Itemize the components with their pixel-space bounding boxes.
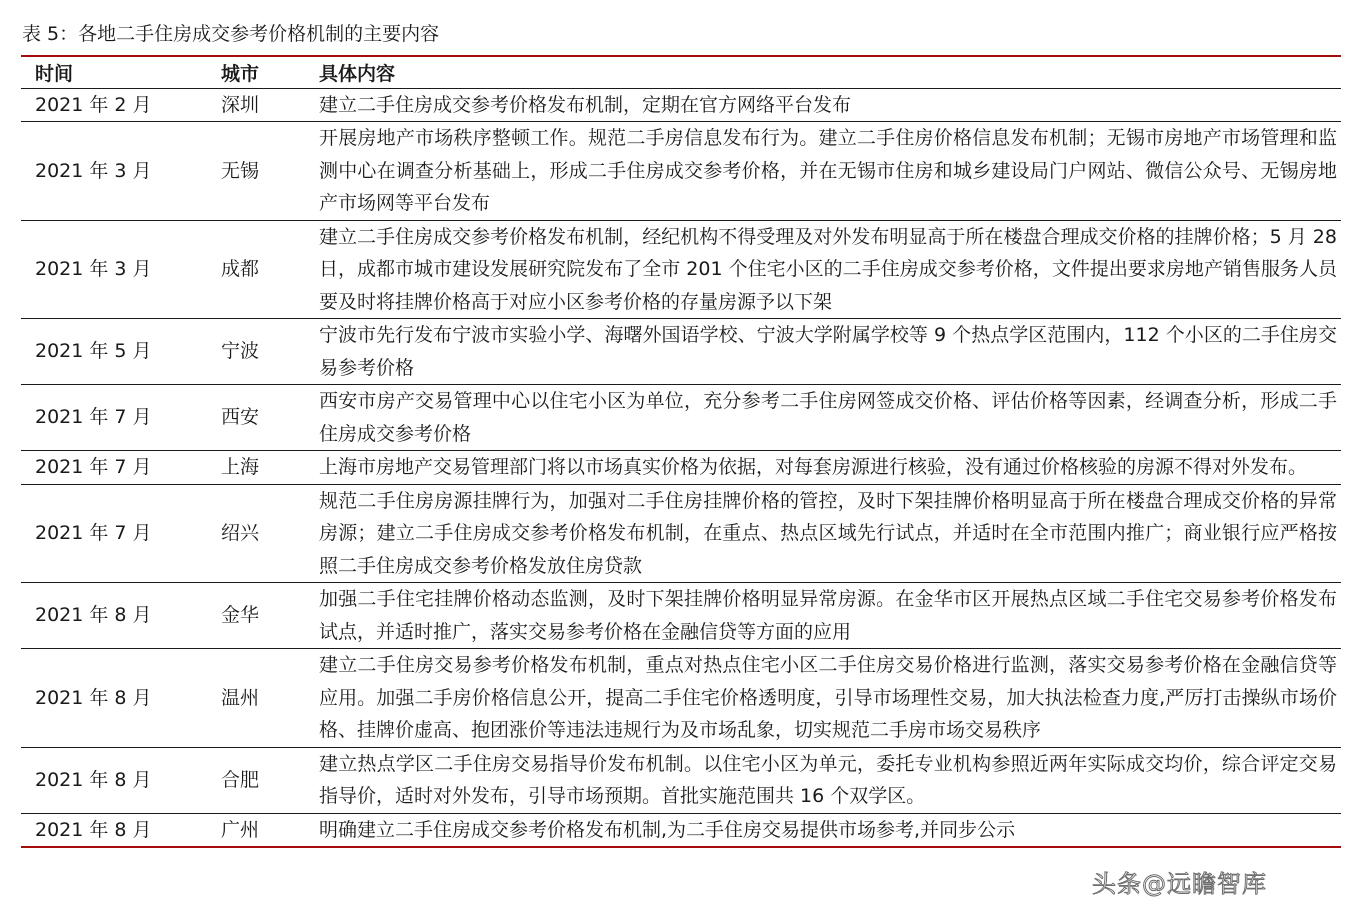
row-content: 明确建立二手住房成交参考价格发布机制,为二手住房交易提供市场参考,并同步公示 [319,813,1341,847]
row-content: 建立热点学区二手住房交易指导价发布机制。以住宅小区为单元，委托专业机构参照近两年实际成交均价，综合评定交易指导价，适时对外发布，引导市场预期。首批实施范围共 16 个双学区。 [319,747,1341,813]
row-content: 规范二手住房房源挂牌行为，加强对二手住房挂牌价格的管控，及时下架挂牌价格明显高于所在楼盘合理成交价格的异常房源；建立二手住房成交参考价格发布机制，在重点、热点区域先行试点，并适时在全市范围内推广；商业银行应严格按照二手住房成交参考价格发放住房贷款 [319,484,1341,583]
row-content: 宁波市先行发布宁波市实验小学、海曙外国语学校、宁波大学附属学校等 9 个热点学区范围内，112 个小区的二手住房交易参考价格 [319,319,1341,385]
header-row [21,56,1341,88]
row-time: 2021 年 2 月 [21,88,217,122]
header-time: 时间 [21,56,217,88]
row-city: 合肥 [217,747,319,813]
table-row [21,747,1341,813]
row-content: 建立二手住房成交参考价格发布机制，定期在官方网络平台发布 [319,88,1341,122]
row-time: 2021 年 7 月 [21,451,217,485]
row-time: 2021 年 3 月 [21,220,217,319]
row-content: 建立二手住房交易参考价格发布机制，重点对热点住宅小区二手住房交易价格进行监测，落实交易参考价格在金融信贷等应用。加强二手房价格信息公开，提高二手住宅价格透明度，引导市场理性交易，加大执法检查力度,严厉打击操纵市场价格、挂牌价虚高、抱团涨价等违法违规行为及市场乱象，切实规范二手房市场交易秩序 [319,649,1341,748]
table-row [21,385,1341,451]
row-city: 金华 [217,583,319,649]
policy-table-container [21,55,1341,848]
row-city: 上海 [217,451,319,485]
row-city: 温州 [217,649,319,748]
row-city: 绍兴 [217,484,319,583]
row-content: 西安市房产交易管理中心以住宅小区为单位，充分参考二手住房网签成交价格、评估价格等因素，经调查分析，形成二手住房成交参考价格 [319,385,1341,451]
row-time: 2021 年 7 月 [21,484,217,583]
row-time: 2021 年 8 月 [21,583,217,649]
table-row [21,649,1341,748]
row-content: 开展房地产市场秩序整顿工作。规范二手房信息发布行为。建立二手住房价格信息发布机制；无锡市房地产市场管理和监测中心在调查分析基础上，形成二手住房成交参考价格，并在无锡市住房和城乡建设局门户网站、微信公众号、无锡房地产市场网等平台发布 [319,122,1341,221]
row-city: 广州 [217,813,319,847]
table-row [21,122,1341,221]
row-city: 深圳 [217,88,319,122]
row-city: 西安 [217,385,319,451]
table-row [21,484,1341,583]
table-header [21,56,1341,88]
policy-table [21,55,1341,848]
row-city: 无锡 [217,122,319,221]
row-city: 宁波 [217,319,319,385]
table-row [21,319,1341,385]
table-row [21,220,1341,319]
table-row [21,88,1341,122]
header-content: 具体内容 [319,56,1341,88]
header-city: 城市 [217,56,319,88]
row-content: 建立二手住房成交参考价格发布机制，经纪机构不得受理及对外发布明显高于所在楼盘合理成交价格的挂牌价格；5 月 28 日，成都市城市建设发展研究院发布了全市 201 个住宅小区的二手住房成交参考价格，文件提出要求房地产销售服务人员要及时将挂牌价格高于对应小区参考价格的存量房源予以下架 [319,220,1341,319]
table-caption: 表 5：各地二手住房成交参考价格机制的主要内容 [22,23,440,45]
row-time: 2021 年 5 月 [21,319,217,385]
row-city: 成都 [217,220,319,319]
table-row [21,451,1341,485]
row-time: 2021 年 3 月 [21,122,217,221]
row-time: 2021 年 8 月 [21,813,217,847]
row-time: 2021 年 7 月 [21,385,217,451]
row-content: 上海市房地产交易管理部门将以市场真实价格为依据，对每套房源进行核验，没有通过价格核验的房源不得对外发布。 [319,451,1341,485]
row-content: 加强二手住宅挂牌价格动态监测，及时下架挂牌价格明显异常房源。在金华市区开展热点区域二手住宅交易参考价格发布试点，并适时推广，落实交易参考价格在金融信贷等方面的应用 [319,583,1341,649]
row-time: 2021 年 8 月 [21,747,217,813]
table-body [21,88,1341,847]
row-time: 2021 年 8 月 [21,649,217,748]
watermark: 头条@远瞻智库 [1092,870,1267,898]
table-row [21,583,1341,649]
table-row [21,813,1341,847]
